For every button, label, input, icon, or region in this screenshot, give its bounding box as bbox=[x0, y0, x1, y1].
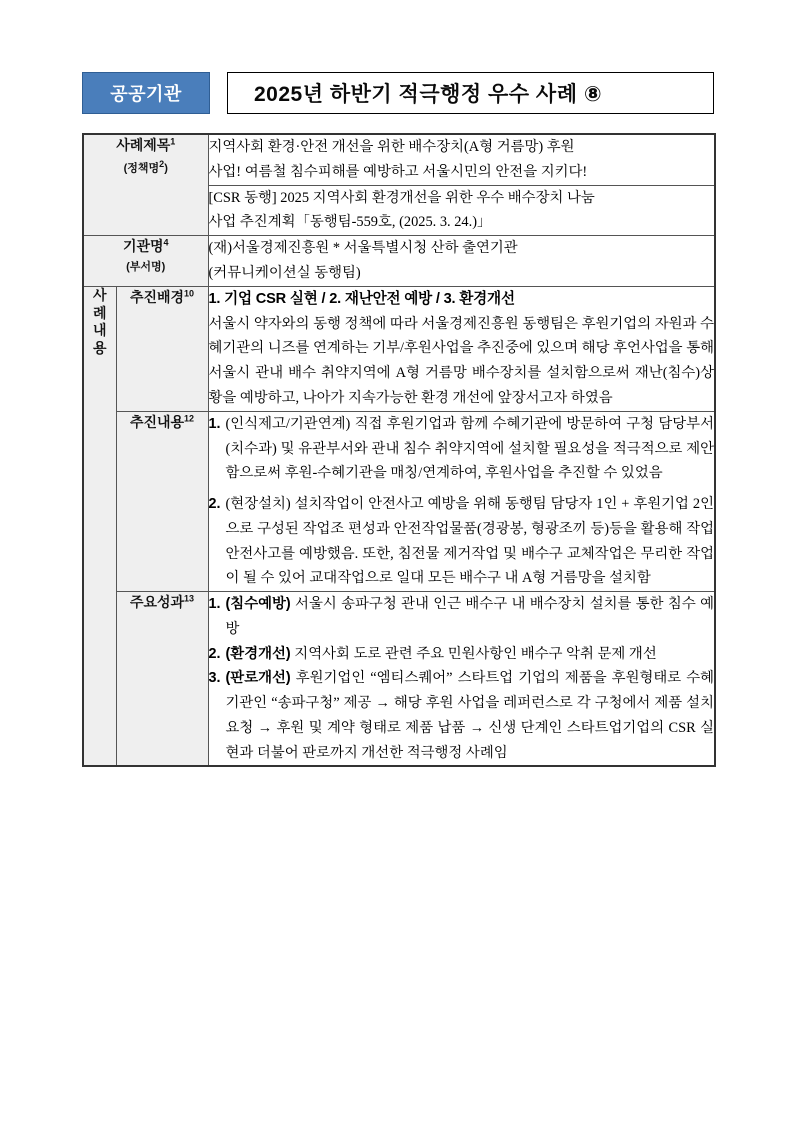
result-item-3 bbox=[209, 666, 715, 765]
label-case-content-char-2: 례 bbox=[92, 304, 107, 321]
table-row-case-title bbox=[83, 134, 715, 185]
label-organization-sub: (부서명) bbox=[126, 261, 166, 274]
policy-name-line2: 사업 추진계획「동행팀-559호, (2025. 3. 24.)」 bbox=[208, 214, 492, 231]
label-content-main: 추진내용$^{12}$ bbox=[129, 413, 195, 430]
result-item-1-text bbox=[226, 592, 715, 642]
result-item-2-body: 지역사회 도로 관련 주요 민원사항인 배수구 악취 문제 개선 bbox=[290, 645, 657, 662]
label-case-title bbox=[83, 134, 208, 236]
label-case-content-vertical bbox=[83, 286, 116, 766]
result-item-3-body: 후원기업인 “엠티스퀘어” 스타트업 기업의 제품을 후원형태로 수혜기관인 “송파구청” 제공 → 해당 후원 사업을 레퍼런스로 각 구청에서 제품 설치 요청 → 후원 및 계약 형태로 제품 납품 → 신생 단계인 스타트업기업의 CSR 실현과 더불어 판로까지 개선한 적극행정 사례임 bbox=[225, 670, 714, 761]
content-item-1 bbox=[209, 412, 715, 486]
result-item-1-bold: (침수예방) bbox=[225, 596, 291, 613]
result-item-2-bold: (환경개선) bbox=[225, 645, 291, 662]
category-badge bbox=[82, 72, 210, 114]
result-item-1 bbox=[209, 592, 715, 642]
label-background bbox=[116, 286, 208, 411]
case-title-line1: 지역사회 환경·안전 개선을 위한 배수장치(A형 거름망) 후원 bbox=[208, 139, 575, 155]
result-item-3-text bbox=[226, 666, 715, 765]
content-item-2-number: 2. bbox=[208, 496, 221, 513]
label-organization bbox=[83, 236, 208, 287]
cell-organization bbox=[208, 236, 715, 287]
cell-case-title bbox=[208, 134, 715, 185]
label-organization-main: 기관명$^4$ bbox=[122, 237, 169, 255]
background-heading: 1. 기업 CSR 실현 / 2. 재난안전 예방 / 3. 환경개선 bbox=[208, 290, 515, 307]
label-background-main: 추진배경$^{10}$ bbox=[129, 287, 195, 305]
label-result-main: 주요성과$^{13}$ bbox=[129, 593, 195, 611]
cell-result bbox=[208, 592, 715, 767]
label-case-content-char-1: 사 bbox=[92, 286, 107, 303]
content-item-1-number: 1. bbox=[208, 415, 221, 432]
cell-policy-name bbox=[208, 185, 715, 236]
page-title: 2025년 하반기 적극행정 우수 사례 ⑧ bbox=[254, 83, 603, 106]
table-row-result bbox=[83, 592, 715, 767]
label-content bbox=[116, 411, 208, 591]
case-title-line2: 사업! 여름철 침수피해를 예방하고 서울시민의 안전을 지키다! bbox=[208, 163, 588, 180]
label-case-content-char-3: 내 bbox=[92, 322, 107, 339]
table-row-content bbox=[83, 411, 715, 591]
result-item-1-number: 1. bbox=[208, 596, 221, 613]
result-item-2-text bbox=[226, 642, 715, 667]
case-detail-table bbox=[82, 133, 716, 767]
cell-background bbox=[208, 286, 715, 411]
category-badge-label: 공공기관 bbox=[110, 84, 182, 104]
result-item-2 bbox=[209, 642, 715, 667]
label-case-content-char-4: 용 bbox=[92, 340, 107, 357]
result-item-2-number: 2. bbox=[208, 645, 221, 662]
background-body: 서울시 약자와의 동행 정책에 따라 서울경제진흥원 동행팀은 후원기업의 자원과 수혜기관의 니즈를 연계하는 기부/후원사업을 추진중에 있으며 해당 후언사업을 통해 서울시 관내 배수 취약지역에 A형 거름망 배수장치를 설치함으로써 재난(침수)상황을 예방하고, 나아가 지속가능한 환경 개선에 앞장서고자 하였음 bbox=[208, 315, 714, 406]
content-item-2 bbox=[209, 492, 715, 591]
organization-line2: (커뮤니케이션실 동행팀) bbox=[208, 264, 361, 281]
label-result bbox=[116, 592, 208, 767]
label-case-title-main: 사례제목$^1$ bbox=[116, 136, 176, 153]
organization-line1: (재)서울경제진흥원 * 서울특별시청 산하 출연기관 bbox=[208, 240, 518, 257]
table-row-background bbox=[83, 286, 715, 411]
result-item-3-bold: (판로개선) bbox=[225, 670, 291, 687]
content-item-1-text: (인식제고/기관연계) 직접 후원기업과 함께 수혜기관에 방문하여 구청 담당부서(치수과) 및 유관부서와 관내 침수 취약지역에 설치할 필요성을 적극적으로 제안함으로써 후원-수혜기관을 매칭/연계하여, 후원사업을 추진할 수 있었음 bbox=[225, 415, 714, 482]
document-header bbox=[82, 72, 714, 114]
label-case-title-sub: (정책명$^2$) bbox=[123, 159, 168, 175]
result-item-1-body: 서울시 송파구청 관내 인근 배수구 내 배수장치 설치를 통한 침수 예방 bbox=[225, 596, 714, 637]
document-title-box bbox=[227, 72, 714, 114]
result-item-3-number: 3. bbox=[208, 670, 221, 687]
policy-name-line1: [CSR 동행] 2025 지역사회 환경개선을 위한 우수 배수장치 나눔 bbox=[208, 189, 595, 206]
table-row-organization bbox=[83, 236, 715, 287]
content-item-2-text: (현장설치) 설치작업이 안전사고 예방을 위해 동행팀 담당자 1인 + 후원기업 2인으로 구성된 작업조 편성과 안전작업물품(경광봉, 형광조끼 등)등을 활용해 작업안전사고를 예방했음. 또한, 침전물 제거작업 및 배수구 교체작업은 무리한 작업이 될 수 있어 교대작업으로 일대 모든 배수구 내 A형 거름망을 설치함 bbox=[225, 496, 714, 587]
cell-content bbox=[208, 411, 715, 591]
